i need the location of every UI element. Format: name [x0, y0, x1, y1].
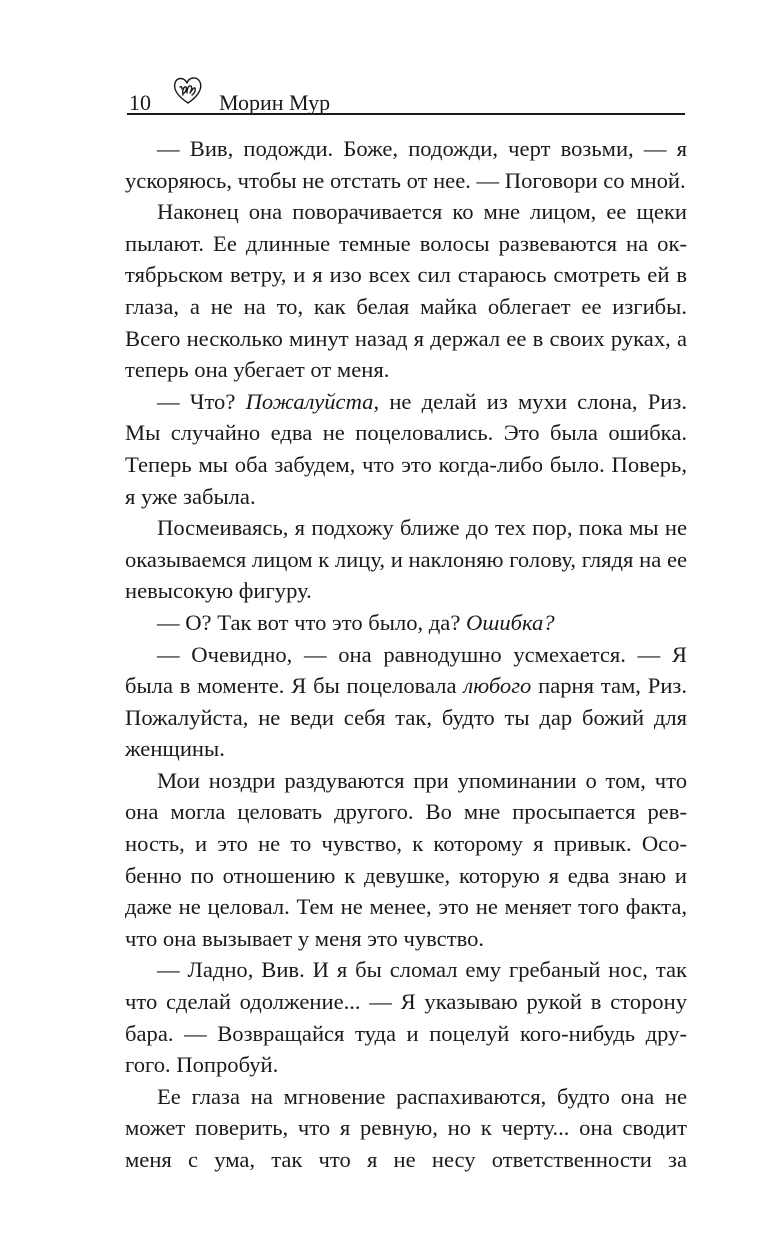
text-run: , не делай из мухи слона, Риз. Мы случайно едва не поцеловались. Это была ошибка. Теперь мы оба забудем, что это когда-либо было. Поверь, я уже забыла. [125, 388, 687, 509]
paragraph [125, 765, 687, 955]
paragraph [125, 607, 687, 639]
heart-doodle-icon [171, 74, 205, 108]
paragraph [125, 386, 687, 512]
paragraph [125, 639, 687, 765]
page-number: 10 [129, 90, 151, 115]
text-run: Ее глаза на мгновение распахиваются, будто она не может поверить, что я ревную, но к черту... она сводит меня с ума, так что я не несу ответственности за [125, 1083, 687, 1172]
paragraph [125, 196, 687, 386]
body-text [125, 133, 687, 1176]
text-run: Мои ноздри раздуваются при упоминании о том, что она могла целовать другого. Во мне просыпается ревность, и это не то чувство, к которому я привык. Особенно по отношению к девушке, которую я едва знаю и даже не целовал. Тем не менее, это не меняет того факта, что она вызывает у меня это чувство. [125, 767, 687, 951]
text-run: — Что? [157, 388, 246, 414]
italic-text: любого [463, 673, 532, 699]
header-rule [127, 113, 685, 115]
paragraph [125, 1081, 687, 1176]
author-name: Морин Мур [219, 90, 331, 115]
paragraph [125, 954, 687, 1080]
text-run: — Ладно, Вив. И я бы сломал ему гребаный нос, так что сделай одолжение... — Я указываю рукой в сторону бара. — Возвращайся туда и поцелуй кого-нибудь другого. Попробуй. [125, 957, 687, 1078]
italic-text: Ошибка? [466, 609, 555, 635]
text-run: парня там, Риз. Пожалуйста, не веди себя так, будто ты дар божий для женщины. [125, 673, 687, 762]
paragraph [125, 512, 687, 607]
text-run: — Вив, подожди. Боже, подожди, черт возьми, — я ускоряюсь, чтобы не отстать от нее. — Поговори со мной. [125, 136, 687, 193]
paragraph [125, 133, 687, 196]
italic-text: Пожалуйста [245, 388, 374, 414]
text-run: Наконец она поворачивается ко мне лицом, ее щеки пылают. Ее длинные темные волосы развеваются на октябрьском ветру, и я изо всех сил стараюсь смотреть ей в глаза, а не на то, как белая майка облегает ее изгибы. Всего несколько минут назад я держал ее в своих руках, а теперь она убегает от меня. [125, 199, 687, 383]
text-run: Посмеиваясь, я подхожу ближе до тех пор, пока мы не оказываемся лицом к лицу, и наклоняю голову, глядя на ее невысокую фигуру. [125, 515, 687, 604]
text-run: — Очевидно, — она равнодушно усмехается. — Я была в моменте. Я бы поцеловала [125, 641, 687, 699]
running-head [127, 74, 685, 114]
text-run: — О? Так вот что это было, да? [157, 609, 467, 635]
